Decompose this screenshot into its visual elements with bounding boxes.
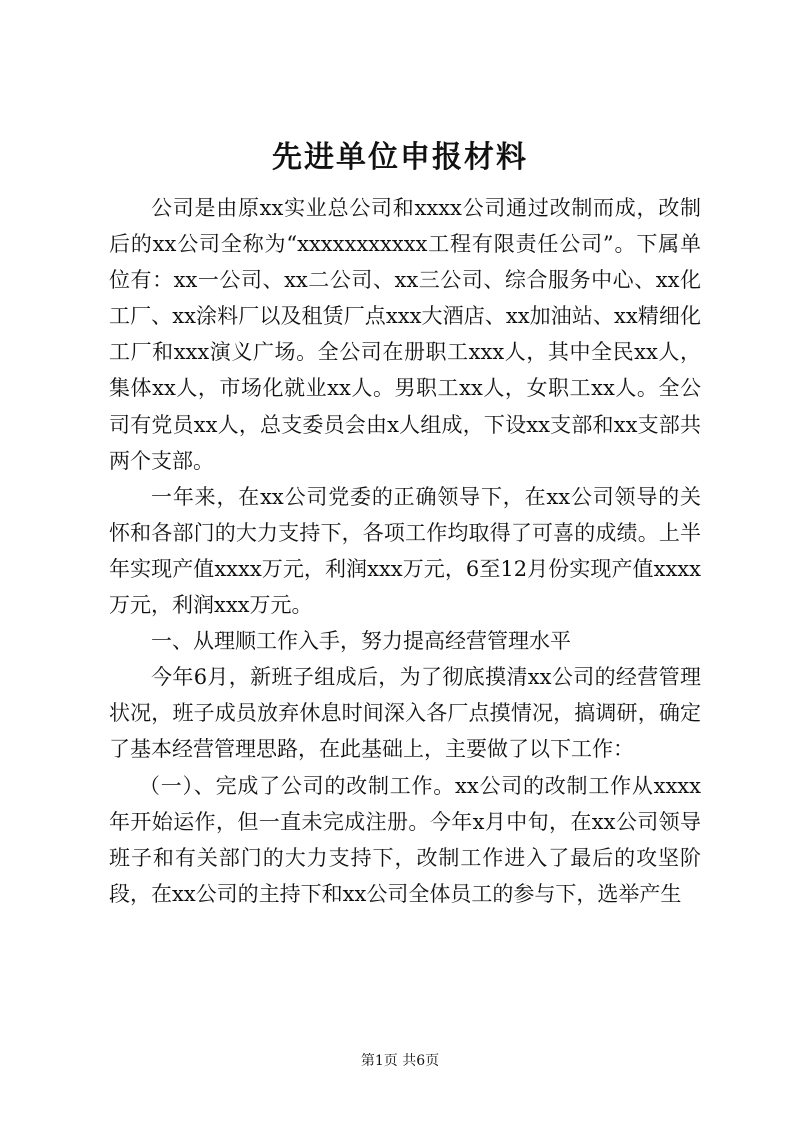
paragraph-june-work: 今年6月，新班子组成后，为了彻底摸清xx公司的经营管理状况，班子成员放弃休息时间深入各厂点摸情况，搞调研，确定了基本经营管理思路，在此基础上，主要做了以下工作：	[109, 665, 701, 762]
document-body	[109, 190, 701, 912]
paragraph-restructuring: （一）、完成了公司的改制工作。xx公司的改制工作从xxxx年开始运作，但一直未完成注册。今年x月中旬，在xx公司领导班子和有关部门的大力支持下，改制工作进入了最后的攻坚阶段，在xx公司的主持下和xx公司全体员工的参与下，选举产生	[109, 773, 701, 906]
paragraph-annual-results: 一年来，在xx公司党委的正确领导下，在xx公司领导的关怀和各部门的大力支持下，各项工作均取得了可喜的成绩。上半年实现产值xxxx万元，利润xxx万元，6至12月份实现产值xxxx万元，利润xxx万元。	[109, 484, 701, 618]
page-footer: 第1页 共6页	[360, 1053, 440, 1069]
document-title: 先进单位申报材料	[272, 140, 528, 175]
paragraph-company-overview: 公司是由原xx实业总公司和xxxx公司通过改制而成，改制后的xx公司全称为“xxxxxxxxxxx工程有限责任公司”。下属单位有：xx一公司、xx二公司、xx三公司、综合服务中心、xx化工厂、xx涂料厂以及租赁厂点xxx大酒店、xx加油站、xx精细化工厂和xxx演义广场。全公司在册职工xxx人，其中全民xx人，集体xx人，市场化就业xx人。男职工xx人，女职工xx人。全公司有党员xx人，总支委员会由x人组成，下设xx支部和xx支部共两个支部。	[109, 196, 701, 473]
section-heading-management: 一、从理顺工作入手，努力提高经营管理水平	[151, 629, 571, 654]
